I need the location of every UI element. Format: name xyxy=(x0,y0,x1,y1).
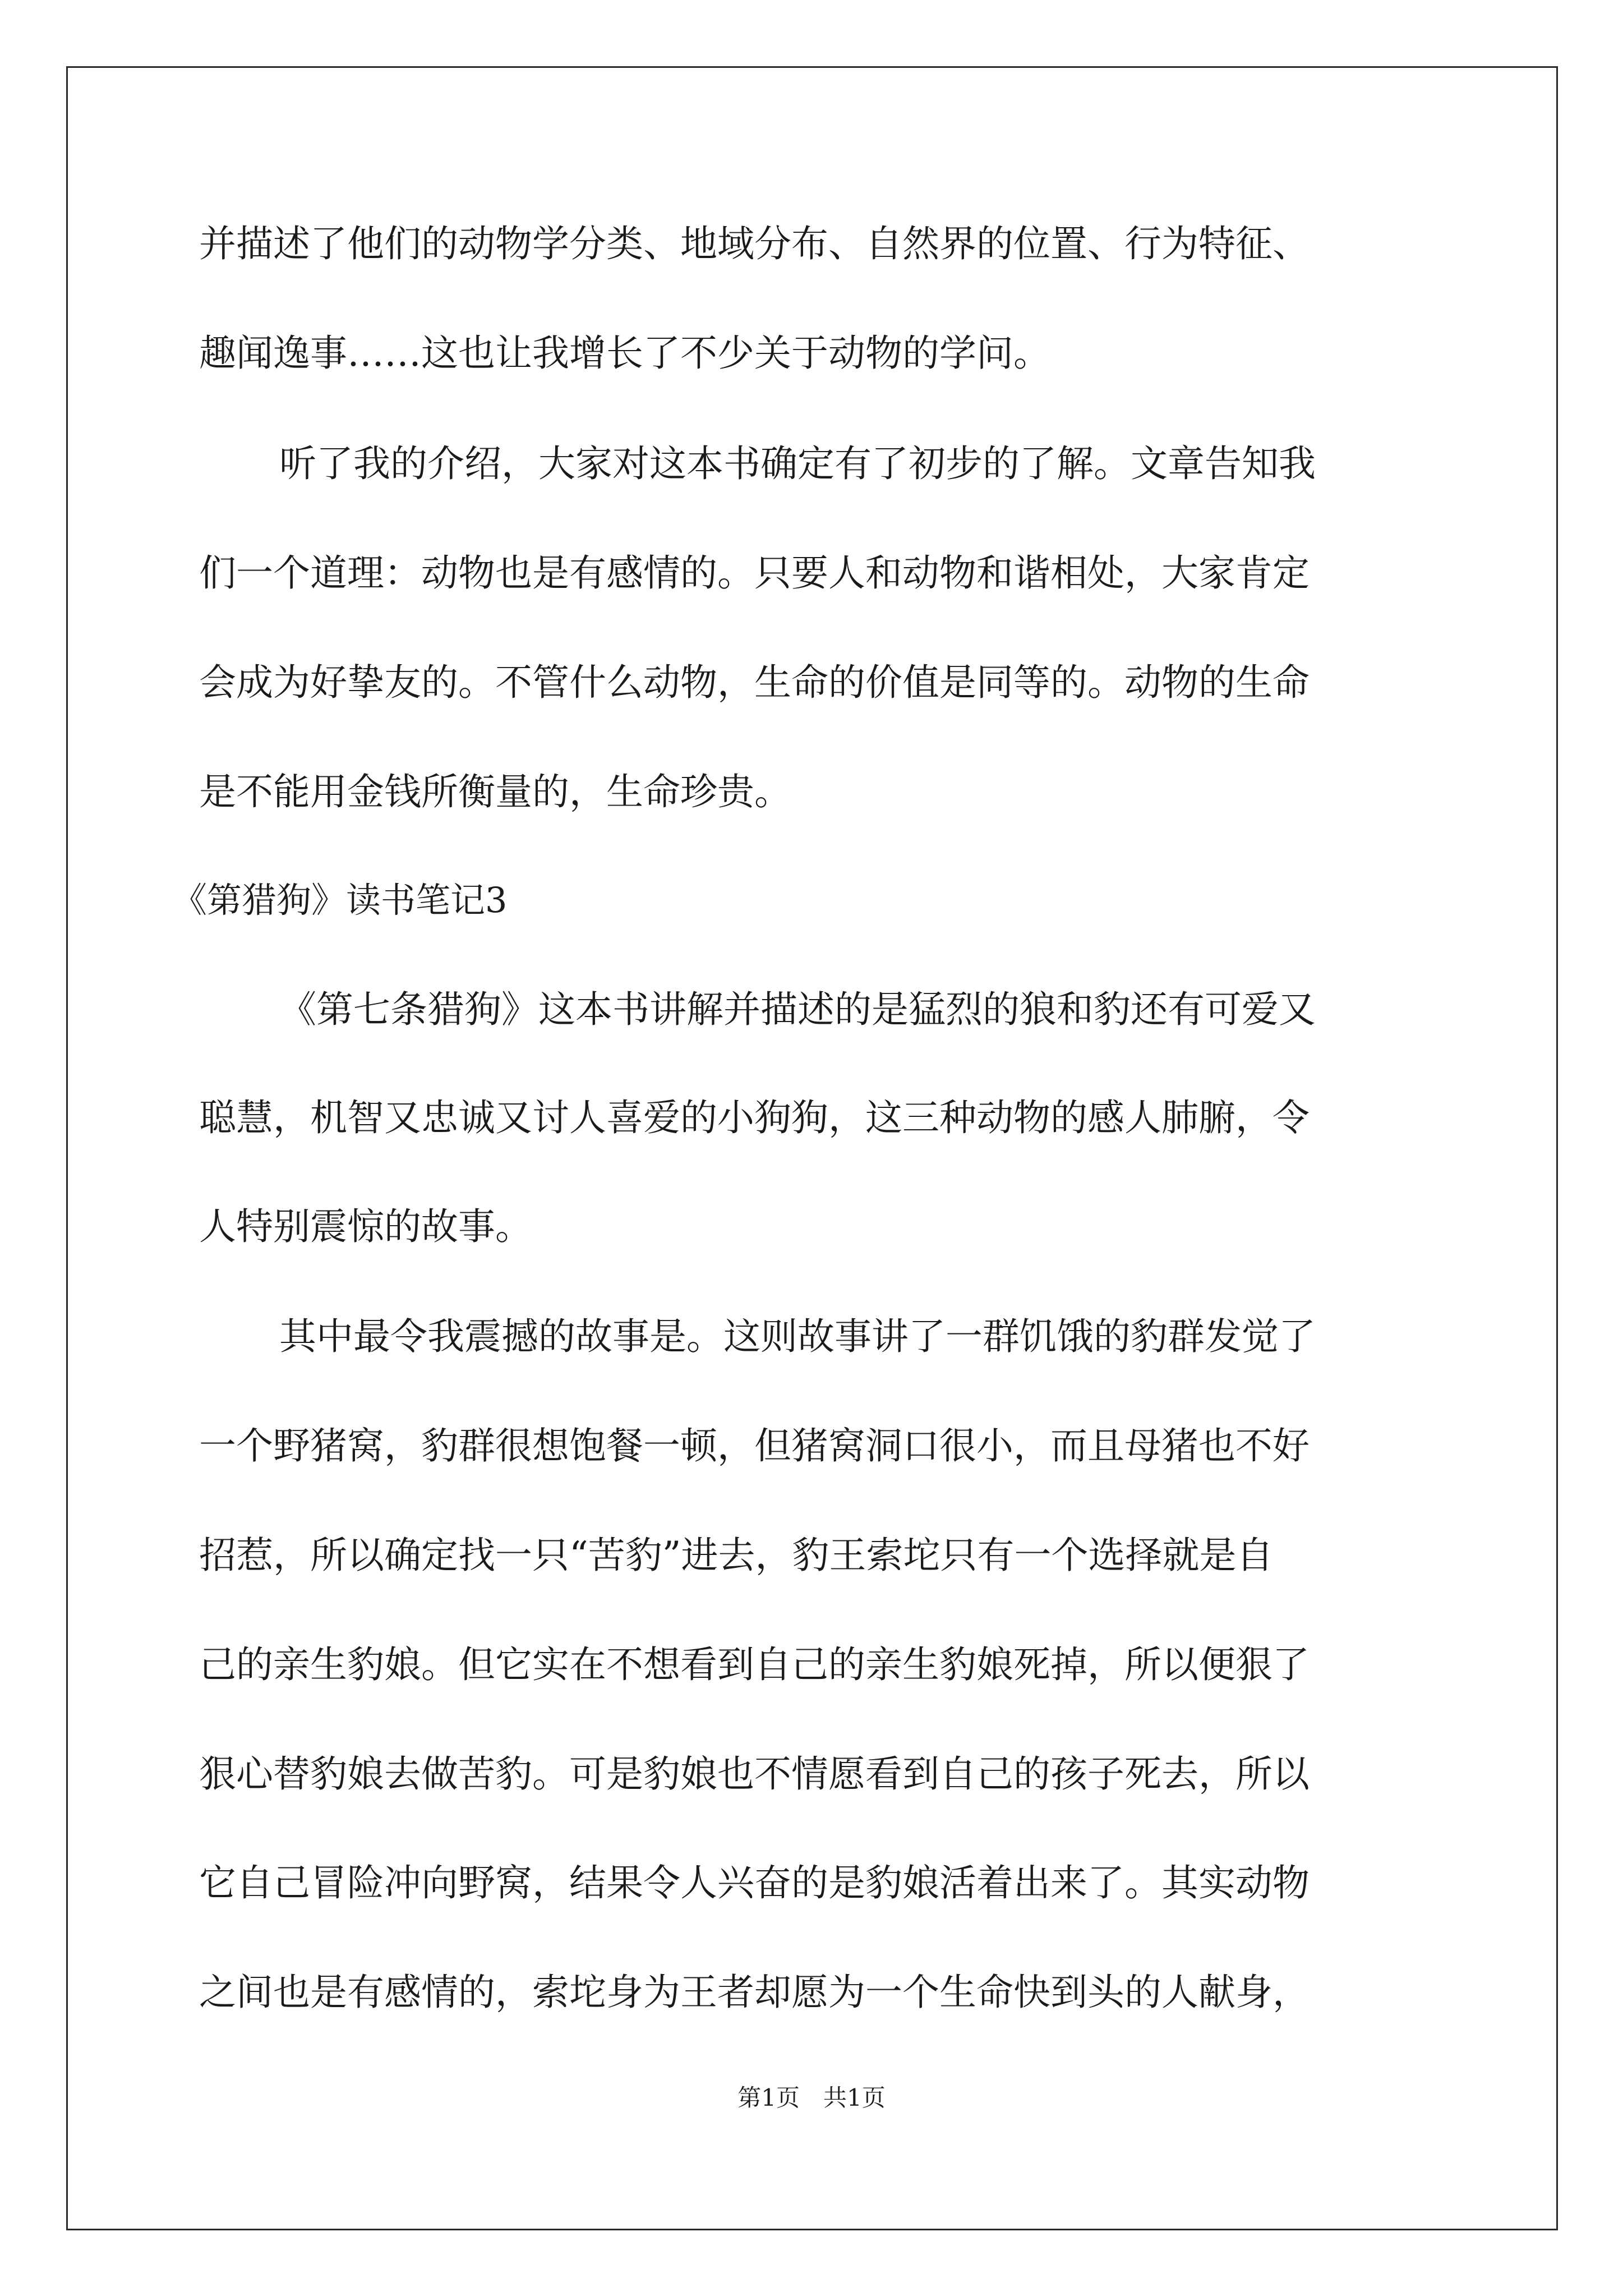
text-line: 己的亲生豹娘。但它实在不想看到自己的亲生豹娘死掉，所以便狠了 xyxy=(199,1643,1310,1686)
text-line: 之间也是有感情的，索坨身为王者却愿为一个生命快到头的人献身， xyxy=(199,1971,1310,2014)
text-line: 人特别震惊的故事。 xyxy=(199,1205,532,1248)
text-line: 并描述了他们的动物学分类、地域分布、自然界的位置、行为特征、 xyxy=(199,222,1310,265)
text-line: 趣闻逸事……这也让我增长了不少关于动物的学问。 xyxy=(199,332,1050,375)
text-line: 一个野猪窝，豹群很想饱餐一顿，但猪窝洞口很小，而且母猪也不好 xyxy=(199,1424,1310,1467)
paragraph-start-line: 其中最令我震撼的故事是。这则故事讲了一群饥饿的豹群发觉了 xyxy=(279,1315,1316,1358)
text-line: 聪慧，机智又忠诚又讨人喜爱的小狗狗，这三种动物的感人肺腑，令 xyxy=(199,1096,1310,1139)
page-border xyxy=(66,66,1558,2230)
paragraph-start-line: 听了我的介绍，大家对这本书确定有了初步的了解。文章告知我 xyxy=(279,442,1316,485)
page-footer: 第1页 共1页 xyxy=(737,2084,886,2111)
section-heading: 《第猎狗》读书笔记3 xyxy=(172,880,508,921)
text-line: 是不能用金钱所衡量的，生命珍贵。 xyxy=(199,770,791,813)
paragraph-start-line: 《第七条猎狗》这本书讲解并描述的是猛烈的狼和豹还有可爱又 xyxy=(279,988,1316,1031)
text-line: 们一个道理：动物也是有感情的。只要人和动物和谐相处，大家肯定 xyxy=(199,551,1310,595)
text-line: 它自己冒险冲向野窝，结果令人兴奋的是豹娘活着出来了。其实动物 xyxy=(199,1861,1310,1904)
text-line: 会成为好挚友的。不管什么动物，生命的价值是同等的。动物的生命 xyxy=(199,661,1310,704)
text-line: 招惹，所以确定找一只“苦豹”进去，豹王索坨只有一个选择就是自 xyxy=(199,1534,1274,1577)
text-line: 狠心替豹娘去做苦豹。可是豹娘也不情愿看到自己的孩子死去，所以 xyxy=(199,1752,1310,1796)
